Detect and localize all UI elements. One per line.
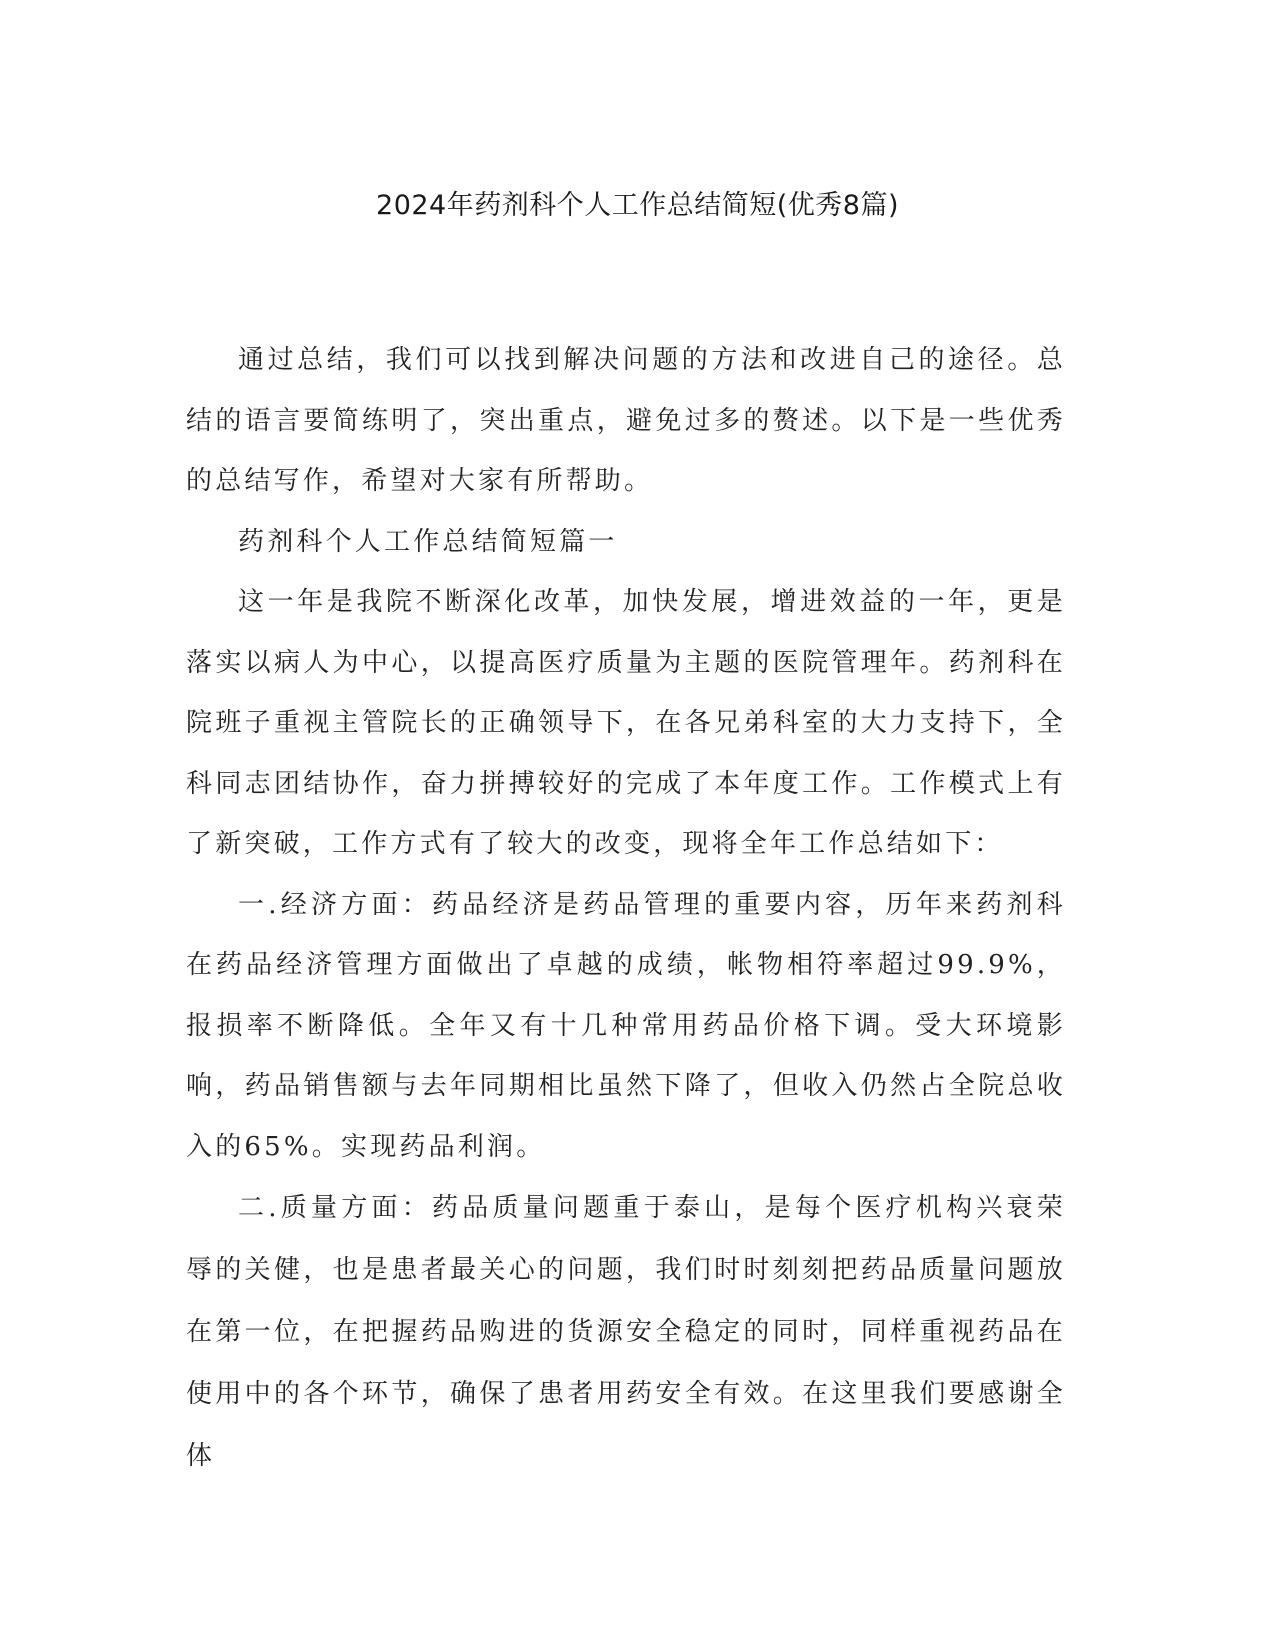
section-heading: 药剂科个人工作总结简短篇一 <box>238 526 618 557</box>
paragraph-economy: 一.经济方面：药品经济是药品管理的重要内容，历年来药剂科在药品经济管理方面做出了卓越的成绩，帐物相符率超过99.9%，报损率不断降低。全年又有十几种常用药品价格下调。受大环境影响，药品销售额与去年同期相比虽然下降了，但收入仍然占全院总收入的65%。实现药品利润。 <box>186 889 1066 1162</box>
paragraph-overview: 这一年是我院不断深化改革，加快发展，增进效益的一年，更是落实以病人为中心，以提高医疗质量为主题的医院管理年。药剂科在院班子重视主管院长的正确领导下，在各兄弟科室的大力支持下，全科同志团结协作，奋力拼搏较好的完成了本年度工作。工作模式上有了新突破，工作方式有了较大的改变，现将全年工作总结如下： <box>186 587 1066 859</box>
paragraph-quality: 二.质量方面：药品质量问题重于泰山，是每个医疗机构兴衰荣辱的关健，也是患者最关心的问题，我们时时刻刻把药品质量问题放在第一位，在把握药品购进的货源安全稳定的同时，同样重视药品在使用中的各个环节，确保了患者用药安全有效。在这里我们要感谢全体 <box>186 1193 1066 1471</box>
document-title: 2024年药剂科个人工作总结简短(优秀8篇) <box>376 190 899 221</box>
paragraph-intro: 通过总结，我们可以找到解决问题的方法和改进自己的途径。总结的语言要简练明了，突出重点，避免过多的赘述。以下是一些优秀的总结写作，希望对大家有所帮助。 <box>186 345 1066 496</box>
document-body <box>186 330 1066 1487</box>
